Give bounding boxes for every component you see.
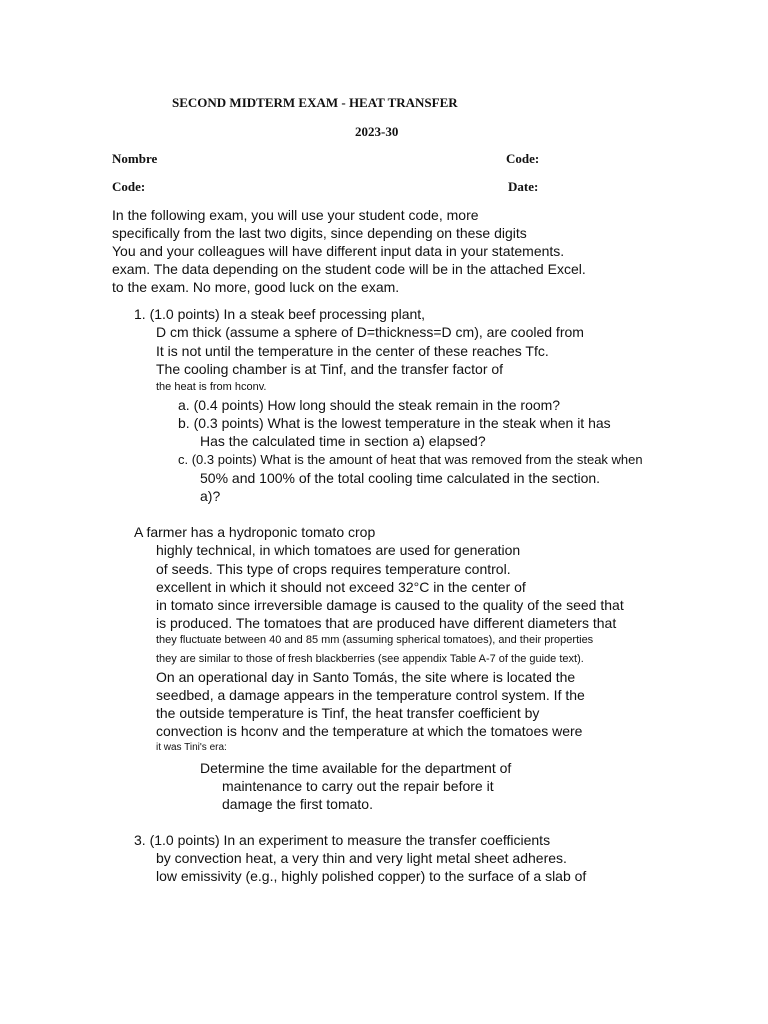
q2-line: highly technical, in which tomatoes are used for generation <box>156 542 521 558</box>
q1-item-b: b. (0.3 points) What is the lowest temperature in the steak when it has <box>178 415 611 431</box>
code-label-right: Code: <box>506 151 540 166</box>
q2-line: in tomato since irreversible damage is caused to the quality of the seed that <box>156 597 624 613</box>
intro-line: You and your colleagues will have different input data in your statements. <box>112 243 565 259</box>
q2-task-cont: damage the first tomato. <box>222 796 373 812</box>
nombre-label: Nombre <box>112 151 158 166</box>
q2-task: Determine the time available for the department of <box>200 760 512 776</box>
q2-line: is produced. The tomatoes that are produced have different diameters that <box>156 615 617 631</box>
q1-item-c-cont: 50% and 100% of the total cooling time calculated in the section. <box>200 470 601 486</box>
q1-item-c: c. (0.3 points) What is the amount of heat that was removed from the steak when <box>178 452 643 467</box>
q2-line: convection is hconv and the temperature at which the tomatoes were <box>156 723 583 739</box>
intro-line: specifically from the last two digits, since depending on these digits <box>112 225 527 241</box>
q1-line: The cooling chamber is at Tinf, and the transfer factor of <box>156 361 504 377</box>
intro-line: In the following exam, you will use your student code, more <box>112 207 479 223</box>
q3-line: by convection heat, a very thin and very light metal sheet adheres. <box>156 850 567 866</box>
q2-line: they are similar to those of fresh blackberries (see appendix Table A-7 of the guide text). <box>156 653 584 665</box>
q1-line: D cm thick (assume a sphere of D=thickness=D cm), are cooled from <box>156 324 584 340</box>
q1-item-c-cont: a)? <box>200 488 221 504</box>
intro-line: exam. The data depending on the student code will be in the attached Excel. <box>112 261 586 277</box>
q2-task-cont: maintenance to carry out the repair before it <box>222 778 494 794</box>
q2-line: the outside temperature is Tinf, the heat transfer coefficient by <box>156 705 540 721</box>
exam-title: SECOND MIDTERM EXAM - HEAT TRANSFER <box>172 95 458 110</box>
q1-line: 1. (1.0 points) In a steak beef processing plant, <box>134 306 426 322</box>
q3-line: low emissivity (e.g., highly polished copper) to the surface of a slab of <box>156 868 587 884</box>
q3-line: 3. (1.0 points) In an experiment to measure the transfer coefficients <box>134 832 551 848</box>
q2-line: it was Tini's era: <box>156 742 227 753</box>
q2-line: On an operational day in Santo Tomás, the site where is located the <box>156 669 576 685</box>
exam-term: 2023-30 <box>355 124 399 139</box>
intro-line: to the exam. No more, good luck on the exam. <box>112 279 400 295</box>
q1-line: the heat is from hconv. <box>156 381 267 393</box>
code-label-left: Code: <box>112 179 146 194</box>
q1-item-b-cont: Has the calculated time in section a) elapsed? <box>200 433 486 449</box>
q2-line: excellent in which it should not exceed 32°C in the center of <box>156 579 526 595</box>
q1-item-a: a. (0.4 points) How long should the steak remain in the room? <box>178 397 561 413</box>
q2-line: of seeds. This type of crops requires temperature control. <box>156 561 511 577</box>
q2-line: A farmer has a hydroponic tomato crop <box>134 524 376 540</box>
q2-line: they fluctuate between 40 and 85 mm (assuming spherical tomatoes), and their properties <box>156 634 594 646</box>
date-label: Date: <box>508 179 539 194</box>
q1-line: It is not until the temperature in the center of these reaches Tfc. <box>156 343 549 359</box>
q2-line: seedbed, a damage appears in the temperature control system. If the <box>156 687 585 703</box>
